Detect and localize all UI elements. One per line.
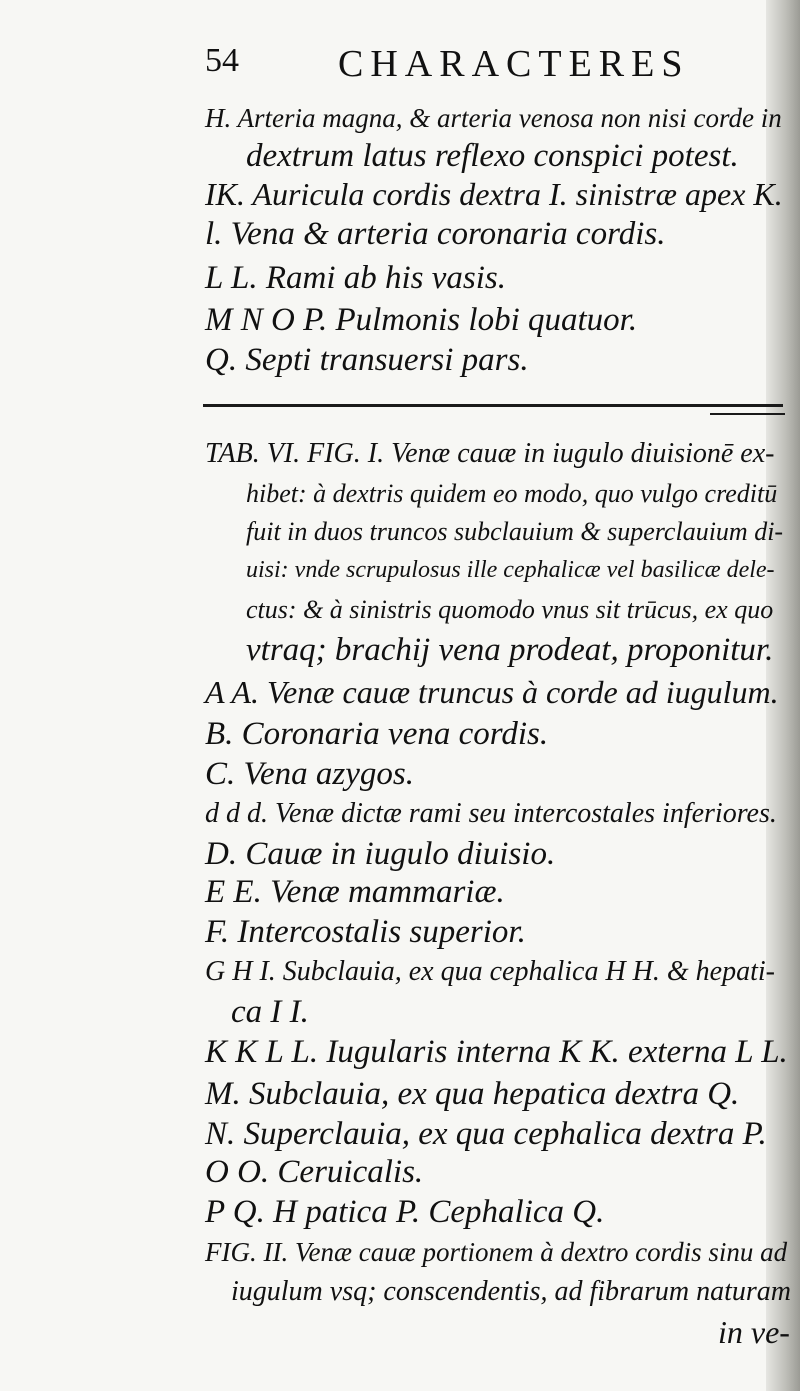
text-line: l. Vena & arteria coronaria cordis. [205, 216, 666, 252]
text-line: O O. Ceruicalis. [205, 1154, 424, 1190]
text-line: L L. Rami ab his vasis. [205, 260, 507, 296]
text-line: M N O P. Pulmonis lobi quatuor. [205, 302, 638, 338]
text-line: H. Arteria magna, & arteria venosa non nisi corde in [205, 103, 782, 133]
text-line: ctus: & à sinistris quomodo vnus sit trūcus, ex quo [246, 595, 774, 624]
text-line: fuit in duos truncos subclauium & superclauium di- [246, 517, 784, 546]
text-line: hibet: à dextris quidem eo modo, quo vulgo creditū [246, 479, 778, 508]
text-line: F. Intercostalis superior. [205, 914, 526, 950]
text-line: uisi: vnde scrupulosus ille cephalicæ vel basilicæ dele- [246, 557, 775, 583]
text-line: A A. Venæ cauæ truncus à corde ad iugulum. [205, 674, 779, 710]
text-line: Q. Septi transuersi pars. [205, 342, 529, 378]
text-line: ca I I. [231, 994, 309, 1030]
text-line: iugulum vsq; conscendentis, ad fibrarum naturam [231, 1276, 791, 1307]
text-line: in ve- [718, 1314, 790, 1350]
text-line: K K L L. Iugularis interna K K. externa L L. [205, 1034, 788, 1070]
text-line: C. Vena azygos. [205, 756, 414, 792]
text-line: P Q. H patica P. Cephalica Q. [205, 1194, 605, 1230]
text-line: B. Coronaria vena cordis. [205, 716, 549, 752]
text-line: IK. Auricula cordis dextra I. sinistræ apex K. [205, 176, 783, 212]
text-line: TAB. VI. FIG. I. Venæ cauæ in iugulo diuisionē ex- [205, 438, 775, 469]
text-line: vtraq; brachij vena prodeat, proponitur. [246, 632, 774, 668]
text-line: FIG. II. Venæ cauæ portionem à dextro cordis sinu ad [205, 1237, 788, 1267]
text-line: dextrum latus reflexo conspici potest. [246, 138, 739, 174]
text-line: d d d. Venæ dictæ rami seu intercostales inferiores. [205, 798, 777, 829]
running-title: CHARACTERES [338, 43, 690, 85]
text-line: M. Subclauia, ex qua hepatica dextra Q. [205, 1076, 740, 1112]
page-number: 54 [205, 42, 239, 79]
text-line: N. Superclauia, ex qua cephalica dextra P. [205, 1116, 767, 1152]
section-divider-ornament [710, 413, 785, 415]
section-divider [203, 404, 783, 407]
text-line: D. Cauæ in iugulo diuisio. [205, 836, 556, 872]
text-line: E E. Venæ mammariæ. [205, 874, 505, 910]
text-line: G H I. Subclauia, ex qua cephalica H H. & hepati- [205, 956, 775, 987]
page-header [205, 38, 725, 98]
